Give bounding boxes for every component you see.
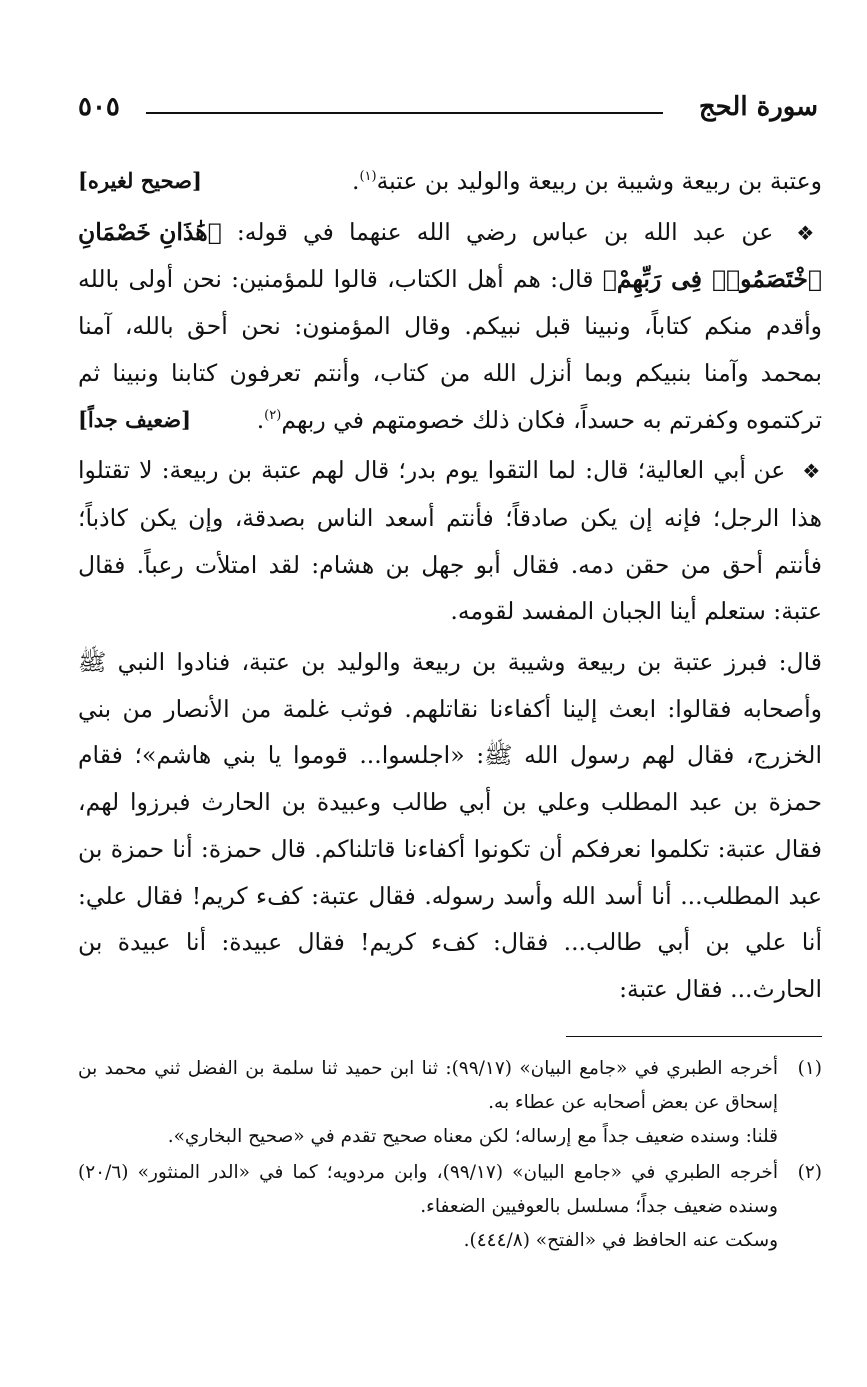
bullet-icon: ❖: [802, 459, 822, 484]
paragraph-intro: عن عبد الله بن عباس رضي الله عنهما في قوله:: [236, 217, 774, 246]
paragraph-3: [78, 447, 822, 635]
footnote-separator: [566, 1036, 822, 1037]
paragraph-1: [78, 158, 822, 205]
footnotes: [78, 1052, 822, 1260]
paragraph-text: قال: فبرز عتبة بن ربيعة وشيبة بن ربيعة والوليد بن عتبة، فنادوا النبي ﷺ وأصحابه فقالوا: ابعث إلينا أكفاءنا نقاتلهم. فوثب غلمة من الأنصار من بني الخزرج، فقال لهم رسول الله ﷺ: «اجلسوا... قوموا يا بني هاشم»؛ فقام حمزة بن عبد المطلب وعلي بن أبي طالب وعبيدة بن الحارث فبرزوا لهم، فقال عتبة: تكلموا نعرفكم أن تكونوا أكفاءنا قاتلناكم. قال حمزة: أنا حمزة بن عبد المطلب... أنا أسد الله وأسد رسوله. فقال عتبة: كفء كريم! فقال علي: أنا علي بن أبي طالب... فقال: كفء كريم! فقال عبيدة: أنا عبيدة بن الحارث... فقال عتبة:: [78, 648, 822, 1003]
page-number: ٥٠٥: [78, 92, 120, 122]
paragraph-text: وعتبة بن ربيعة وشيبة بن ربيعة والوليد بن عتبة: [376, 167, 822, 195]
header-rule: [146, 112, 663, 114]
footnote-line: قلنا: وسنده ضعيف جداً مع إرساله؛ لكن معناه صحيح تقدم في «صحيح البخاري».: [167, 1126, 778, 1147]
footnote-line: أخرجه الطبري في «جامع البيان» (٩٩/١٧)، وابن مردويه؛ كما في «الدر المنثور» (٢٠/٦) وسنده ضعيف جداً؛ مسلسل بالعوفيين الضعفاء.: [78, 1162, 779, 1217]
grade-label: [صحيح لغيره]: [78, 168, 202, 193]
bullet-icon: ❖: [796, 220, 822, 245]
period: .: [256, 405, 265, 434]
paragraph-2: [78, 209, 822, 444]
footnote-line: أخرجه الطبري في «جامع البيان» (٩٩/١٧): ثنا ابن حميد ثنا سلمة بن الفضل ثني محمد بن إسحاق عن بعض أصحابه عن عطاء به.: [78, 1058, 779, 1113]
period: .: [351, 167, 360, 195]
footnote-number: (٢): [797, 1162, 822, 1183]
footnote-number: (١): [797, 1058, 822, 1079]
footnote-2: [78, 1156, 822, 1258]
grade-label: [ضعيف جداً]: [78, 406, 192, 432]
paragraph-text: قال: هم أهل الكتاب، قالوا للمؤمنين: نحن أولى بالله وأقدم منكم كتاباً، ونبينا قبل نبيكم. وقال المؤمنون: نحن أحق بالله، آمنا بمحمد وآمنا بنبيكم وبما أنزل الله من كتاب، وأنتم تعرفون كتابنا ونبينا ثم تركتموه وكفرتم به حسداً، فكان ذلك خصومتهم في ربهم: [78, 265, 822, 434]
footnote-ref[interactable]: (٢): [264, 407, 282, 423]
footnote-line: وسكت عنه الحافظ في «الفتح» (٤٤٤/٨).: [463, 1230, 778, 1251]
main-text: [78, 158, 822, 1017]
footnote-1: [78, 1052, 822, 1154]
paragraph-text: عن أبي العالية؛ قال: لما التقوا يوم بدر؛ قال لهم عتبة بن ربيعة: لا تقتلوا هذا الرجل؛ فإنه إن يكن صادقاً؛ فأنتم أسعد الناس بصدقة، وإن يكن كاذباً؛ فأنتم أحق من حقن دمه. فقال أبو جهل بن هشام: لقد امتلأت رعباً. فقال عتبة: ستعلم أينا الجبان المفسد لقومه.: [78, 456, 822, 626]
surah-title: سورة الحج: [698, 92, 818, 122]
paragraph-4: [78, 639, 822, 1013]
quran-verse: ﴿هَٰذَانِ خَصْمَانِ ٱخْتَصَمُوا۟ فِى رَبِّهِمْ﴾: [78, 217, 822, 294]
running-header: [78, 92, 818, 132]
footnote-ref[interactable]: (١): [359, 169, 377, 185]
